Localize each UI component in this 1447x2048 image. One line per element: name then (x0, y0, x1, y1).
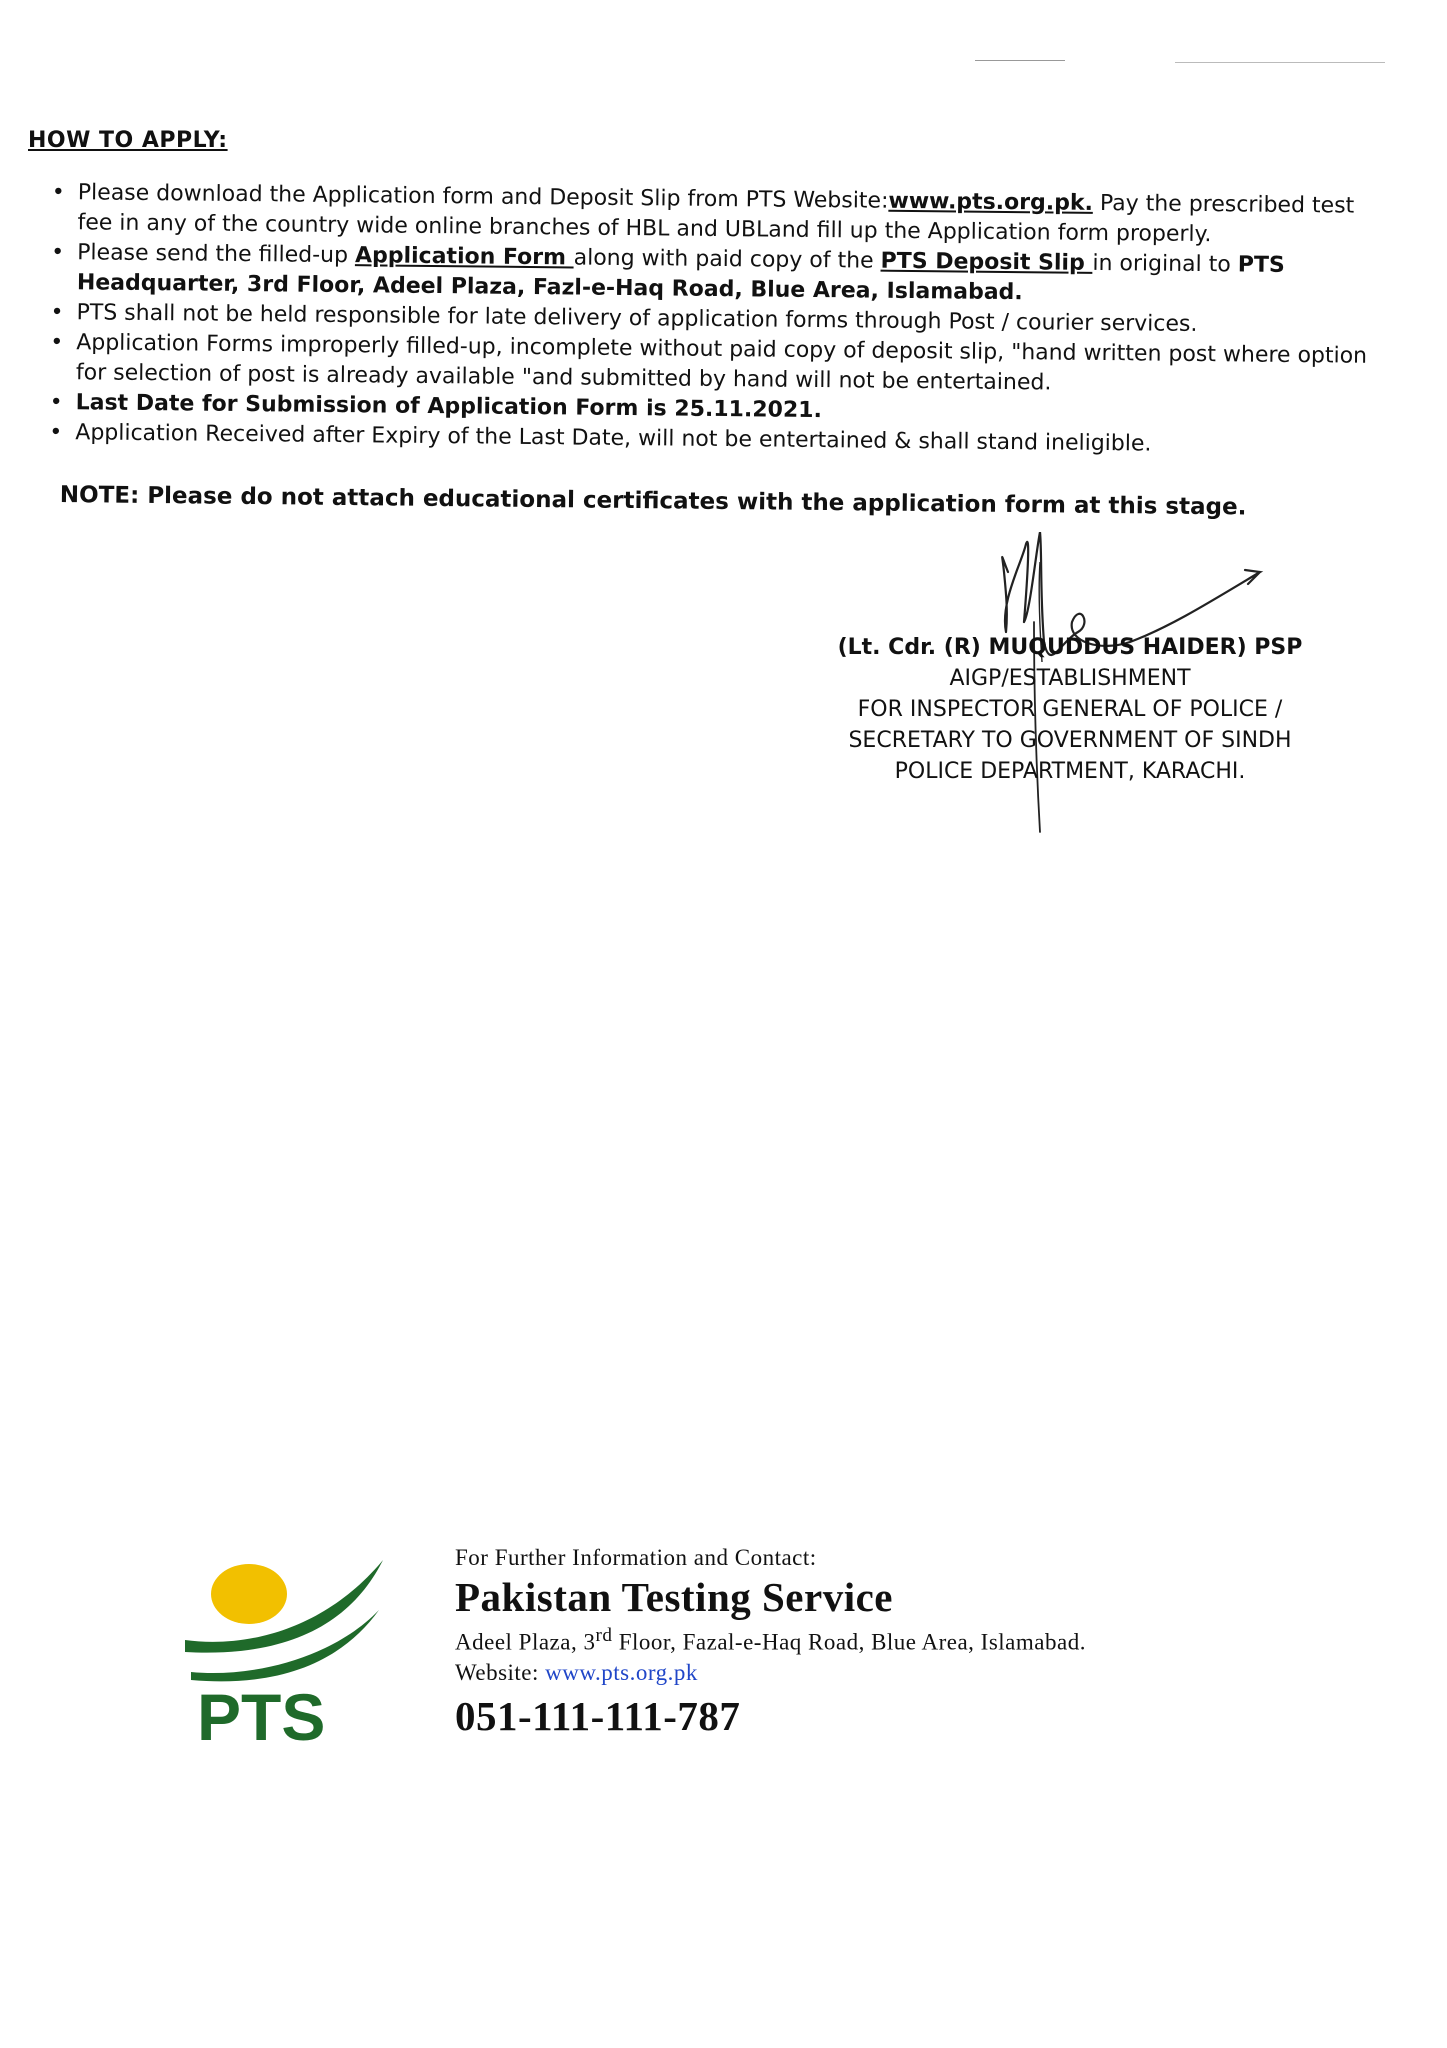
list-item: • PTS shall not be held responsible for late delivery of application forms through Post / courier services. (50, 298, 1390, 342)
list-item: • Application Received after Expiry of the Last Date, will not be entertained & shall stand ineligible. (49, 418, 1389, 462)
logo-text: PTS (197, 1680, 326, 1750)
contact-address: Adeel Plaza, 3rd Floor, Fazal-e-Haq Road, Blue Area, Islamabad. (455, 1625, 1086, 1655)
pts-website-link[interactable]: www.pts.org.pk. (888, 188, 1094, 216)
last-date: Last Date for Submission of Application Form is 25.11.2021. (75, 390, 823, 424)
list-item: • Application Forms improperly filled-up, incomplete without paid copy of deposit slip, "hand written post where option for selection of post is already available "and submitted by hand will not be entertained. (50, 328, 1391, 402)
contact-website: Website: www.pts.org.pk (455, 1659, 698, 1685)
instructions-list (49, 178, 1392, 462)
signature-block (760, 632, 1380, 787)
signatory-name: (Lt. Cdr. (R) MUQUDDUS HAIDER) PSP (837, 635, 1303, 660)
pts-logo (183, 1540, 403, 1750)
signatory-title: AIGP/ESTABLISHMENT (949, 666, 1191, 691)
signatory-title: POLICE DEPARTMENT, KARACHI. (894, 759, 1246, 784)
signatory-title: FOR INSPECTOR GENERAL OF POLICE / (857, 697, 1283, 722)
pts-address: PTS Headquarter, 3rd Floor, Adeel Plaza, Fazl-e-Haq Road, Blue Area, Islamabad. (76, 252, 1285, 306)
contact-lead: For Further Information and Contact: (455, 1545, 817, 1570)
deposit-slip-link[interactable]: PTS Deposit Slip (880, 248, 1093, 276)
website-link[interactable]: www.pts.org.pk (545, 1659, 698, 1685)
contact-phone: 051-111-111-787 (455, 1692, 741, 1739)
how-to-apply-heading: HOW TO APPLY: (28, 128, 228, 153)
organization-name: Pakistan Testing Service (455, 1574, 893, 1620)
signatory-title: SECRETARY TO GOVERNMENT OF SINDH (848, 728, 1292, 753)
scan-mark (1175, 62, 1385, 63)
scan-mark (975, 60, 1065, 61)
contact-footer (455, 1545, 1086, 1740)
list-item: • Please download the Application form and Deposit Slip from PTS Website:www.pts.org.pk. Pay the prescribed test fee in any of the country wide online branches of HBL and UBLand fill up the Application form properly. (51, 178, 1392, 252)
list-item: • Please send the filled-up Application Form along with paid copy of the PTS Deposit Slip in original to PTS Headquarter, 3rd Floor, Adeel Plaza, Fazl-e-Haq Road, Blue Area, Islamabad. (51, 238, 1392, 312)
note: NOTE: Please do not attach educational certificates with the application form at this stage. (59, 482, 1247, 521)
application-form-link[interactable]: Application Form (354, 243, 574, 271)
